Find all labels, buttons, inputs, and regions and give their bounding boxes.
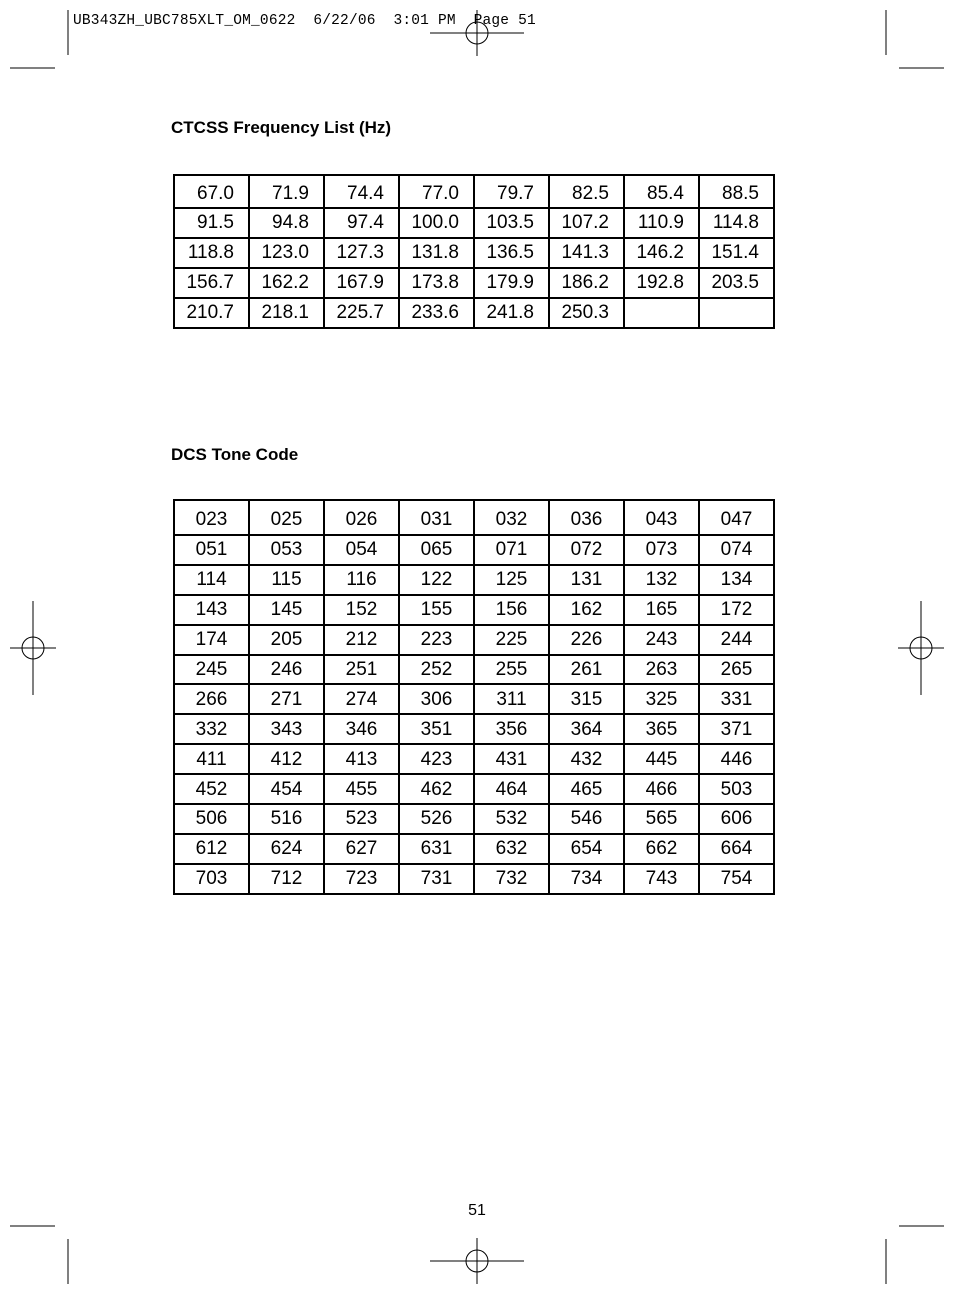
table-cell: 523 <box>324 804 399 834</box>
table-cell: 162 <box>549 595 624 625</box>
print-slug: UB343ZH_UBC785XLT_OM_0622 6/22/06 3:01 PM Page 51 <box>73 13 536 29</box>
table-cell: 192.8 <box>624 268 699 298</box>
table-cell: 364 <box>549 714 624 744</box>
table-cell: 162.2 <box>249 268 324 298</box>
table-cell: 114 <box>174 565 249 595</box>
table-cell: 145 <box>249 595 324 625</box>
table-cell: 218.1 <box>249 298 324 328</box>
table-cell: 261 <box>549 655 624 685</box>
table-row <box>174 774 774 804</box>
table-cell: 123.0 <box>249 238 324 268</box>
table-row <box>174 565 774 595</box>
table-cell: 356 <box>474 714 549 744</box>
ctcss-frequency-table <box>173 174 775 329</box>
table-cell: 233.6 <box>399 298 474 328</box>
table-cell: 546 <box>549 804 624 834</box>
table-cell: 131.8 <box>399 238 474 268</box>
table-row <box>174 744 774 774</box>
table-cell: 225 <box>474 625 549 655</box>
table-row <box>174 804 774 834</box>
table-cell: 065 <box>399 535 474 565</box>
table-cell <box>699 298 774 328</box>
table-cell: 431 <box>474 744 549 774</box>
table-cell: 632 <box>474 834 549 864</box>
table-cell: 243 <box>624 625 699 655</box>
table-cell: 118.8 <box>174 238 249 268</box>
table-cell: 179.9 <box>474 268 549 298</box>
table-cell: 332 <box>174 714 249 744</box>
table-cell: 125 <box>474 565 549 595</box>
table-cell: 654 <box>549 834 624 864</box>
table-cell: 155 <box>399 595 474 625</box>
table-cell: 051 <box>174 535 249 565</box>
table-cell: 186.2 <box>549 268 624 298</box>
table-cell: 445 <box>624 744 699 774</box>
table-cell: 351 <box>399 714 474 744</box>
table-cell: 306 <box>399 684 474 714</box>
table-cell: 107.2 <box>549 208 624 238</box>
table-cell: 331 <box>699 684 774 714</box>
table-cell: 723 <box>324 864 399 894</box>
table-cell: 412 <box>249 744 324 774</box>
table-cell: 156 <box>474 595 549 625</box>
table-cell: 311 <box>474 684 549 714</box>
table-row <box>174 268 774 298</box>
table-cell: 071 <box>474 535 549 565</box>
table-cell: 255 <box>474 655 549 685</box>
table-cell: 151.4 <box>699 238 774 268</box>
table-cell: 743 <box>624 864 699 894</box>
table-cell: 110.9 <box>624 208 699 238</box>
table-cell: 223 <box>399 625 474 655</box>
page-number: 51 <box>468 1202 486 1219</box>
table-cell: 241.8 <box>474 298 549 328</box>
table-cell: 455 <box>324 774 399 804</box>
table-cell: 226 <box>549 625 624 655</box>
table-cell: 073 <box>624 535 699 565</box>
table-row <box>174 535 774 565</box>
table-cell: 026 <box>324 500 399 535</box>
table-cell: 250.3 <box>549 298 624 328</box>
table-cell: 031 <box>399 500 474 535</box>
table-cell: 91.5 <box>174 208 249 238</box>
table-row <box>174 684 774 714</box>
table-cell: 516 <box>249 804 324 834</box>
table-cell: 265 <box>699 655 774 685</box>
table-cell: 82.5 <box>549 175 624 208</box>
table-cell: 411 <box>174 744 249 774</box>
table-cell: 371 <box>699 714 774 744</box>
table-cell: 94.8 <box>249 208 324 238</box>
table-cell: 245 <box>174 655 249 685</box>
table-cell: 023 <box>174 500 249 535</box>
table-cell: 97.4 <box>324 208 399 238</box>
table-cell: 452 <box>174 774 249 804</box>
table-cell: 156.7 <box>174 268 249 298</box>
table-cell: 263 <box>624 655 699 685</box>
table-cell: 343 <box>249 714 324 744</box>
table-cell: 77.0 <box>399 175 474 208</box>
table-cell: 122 <box>399 565 474 595</box>
table-cell: 74.4 <box>324 175 399 208</box>
table-cell: 205 <box>249 625 324 655</box>
table-cell: 074 <box>699 535 774 565</box>
table-cell: 173.8 <box>399 268 474 298</box>
table-cell: 79.7 <box>474 175 549 208</box>
table-cell: 174 <box>174 625 249 655</box>
table-row <box>174 298 774 328</box>
table-cell: 043 <box>624 500 699 535</box>
table-cell: 251 <box>324 655 399 685</box>
table-cell: 252 <box>399 655 474 685</box>
table-cell: 612 <box>174 834 249 864</box>
table-cell: 114.8 <box>699 208 774 238</box>
table-cell: 225.7 <box>324 298 399 328</box>
table-cell: 203.5 <box>699 268 774 298</box>
table-row <box>174 208 774 238</box>
table-cell: 274 <box>324 684 399 714</box>
table-cell: 246 <box>249 655 324 685</box>
table-cell: 212 <box>324 625 399 655</box>
table-cell: 165 <box>624 595 699 625</box>
dcs-tone-code-table <box>173 499 775 895</box>
table-cell: 146.2 <box>624 238 699 268</box>
table-cell: 466 <box>624 774 699 804</box>
table-cell: 662 <box>624 834 699 864</box>
table-row <box>174 834 774 864</box>
table-cell: 127.3 <box>324 238 399 268</box>
table-cell: 047 <box>699 500 774 535</box>
table-cell: 631 <box>399 834 474 864</box>
table-row <box>174 864 774 894</box>
table-cell: 131 <box>549 565 624 595</box>
table-cell: 365 <box>624 714 699 744</box>
table-cell: 88.5 <box>699 175 774 208</box>
table-cell: 506 <box>174 804 249 834</box>
table-cell: 526 <box>399 804 474 834</box>
table-cell: 532 <box>474 804 549 834</box>
table-cell: 712 <box>249 864 324 894</box>
table-cell: 172 <box>699 595 774 625</box>
table-cell: 465 <box>549 774 624 804</box>
table-cell: 167.9 <box>324 268 399 298</box>
table-cell: 100.0 <box>399 208 474 238</box>
table-cell: 054 <box>324 535 399 565</box>
table-cell: 624 <box>249 834 324 864</box>
table-cell: 565 <box>624 804 699 834</box>
table-cell: 462 <box>399 774 474 804</box>
table-cell: 072 <box>549 535 624 565</box>
table-cell: 325 <box>624 684 699 714</box>
table-cell: 136.5 <box>474 238 549 268</box>
table-cell: 503 <box>699 774 774 804</box>
table-cell: 413 <box>324 744 399 774</box>
table-cell: 734 <box>549 864 624 894</box>
table-cell: 134 <box>699 565 774 595</box>
table-row <box>174 500 774 535</box>
table-cell: 627 <box>324 834 399 864</box>
table-row <box>174 655 774 685</box>
table-cell: 132 <box>624 565 699 595</box>
table-cell: 732 <box>474 864 549 894</box>
table-cell: 053 <box>249 535 324 565</box>
table-cell: 664 <box>699 834 774 864</box>
table-row <box>174 238 774 268</box>
table-row <box>174 714 774 744</box>
ctcss-section-title: CTCSS Frequency List (Hz) <box>171 118 392 137</box>
table-cell: 271 <box>249 684 324 714</box>
table-row <box>174 175 774 208</box>
table-cell: 432 <box>549 744 624 774</box>
dcs-section-title: DCS Tone Code <box>171 445 299 464</box>
table-cell: 703 <box>174 864 249 894</box>
table-cell: 606 <box>699 804 774 834</box>
table-cell: 025 <box>249 500 324 535</box>
table-cell: 103.5 <box>474 208 549 238</box>
table-cell: 71.9 <box>249 175 324 208</box>
table-cell: 731 <box>399 864 474 894</box>
table-cell: 454 <box>249 774 324 804</box>
table-cell: 266 <box>174 684 249 714</box>
table-cell: 67.0 <box>174 175 249 208</box>
table-cell: 346 <box>324 714 399 744</box>
table-row <box>174 625 774 655</box>
table-cell: 116 <box>324 565 399 595</box>
table-cell: 210.7 <box>174 298 249 328</box>
table-cell: 032 <box>474 500 549 535</box>
table-cell: 423 <box>399 744 474 774</box>
table-cell: 152 <box>324 595 399 625</box>
table-cell: 143 <box>174 595 249 625</box>
table-cell: 115 <box>249 565 324 595</box>
table-cell: 036 <box>549 500 624 535</box>
table-row <box>174 595 774 625</box>
table-cell: 315 <box>549 684 624 714</box>
table-cell: 141.3 <box>549 238 624 268</box>
table-cell: 244 <box>699 625 774 655</box>
table-cell <box>624 298 699 328</box>
table-cell: 464 <box>474 774 549 804</box>
table-cell: 446 <box>699 744 774 774</box>
table-cell: 754 <box>699 864 774 894</box>
table-cell: 85.4 <box>624 175 699 208</box>
